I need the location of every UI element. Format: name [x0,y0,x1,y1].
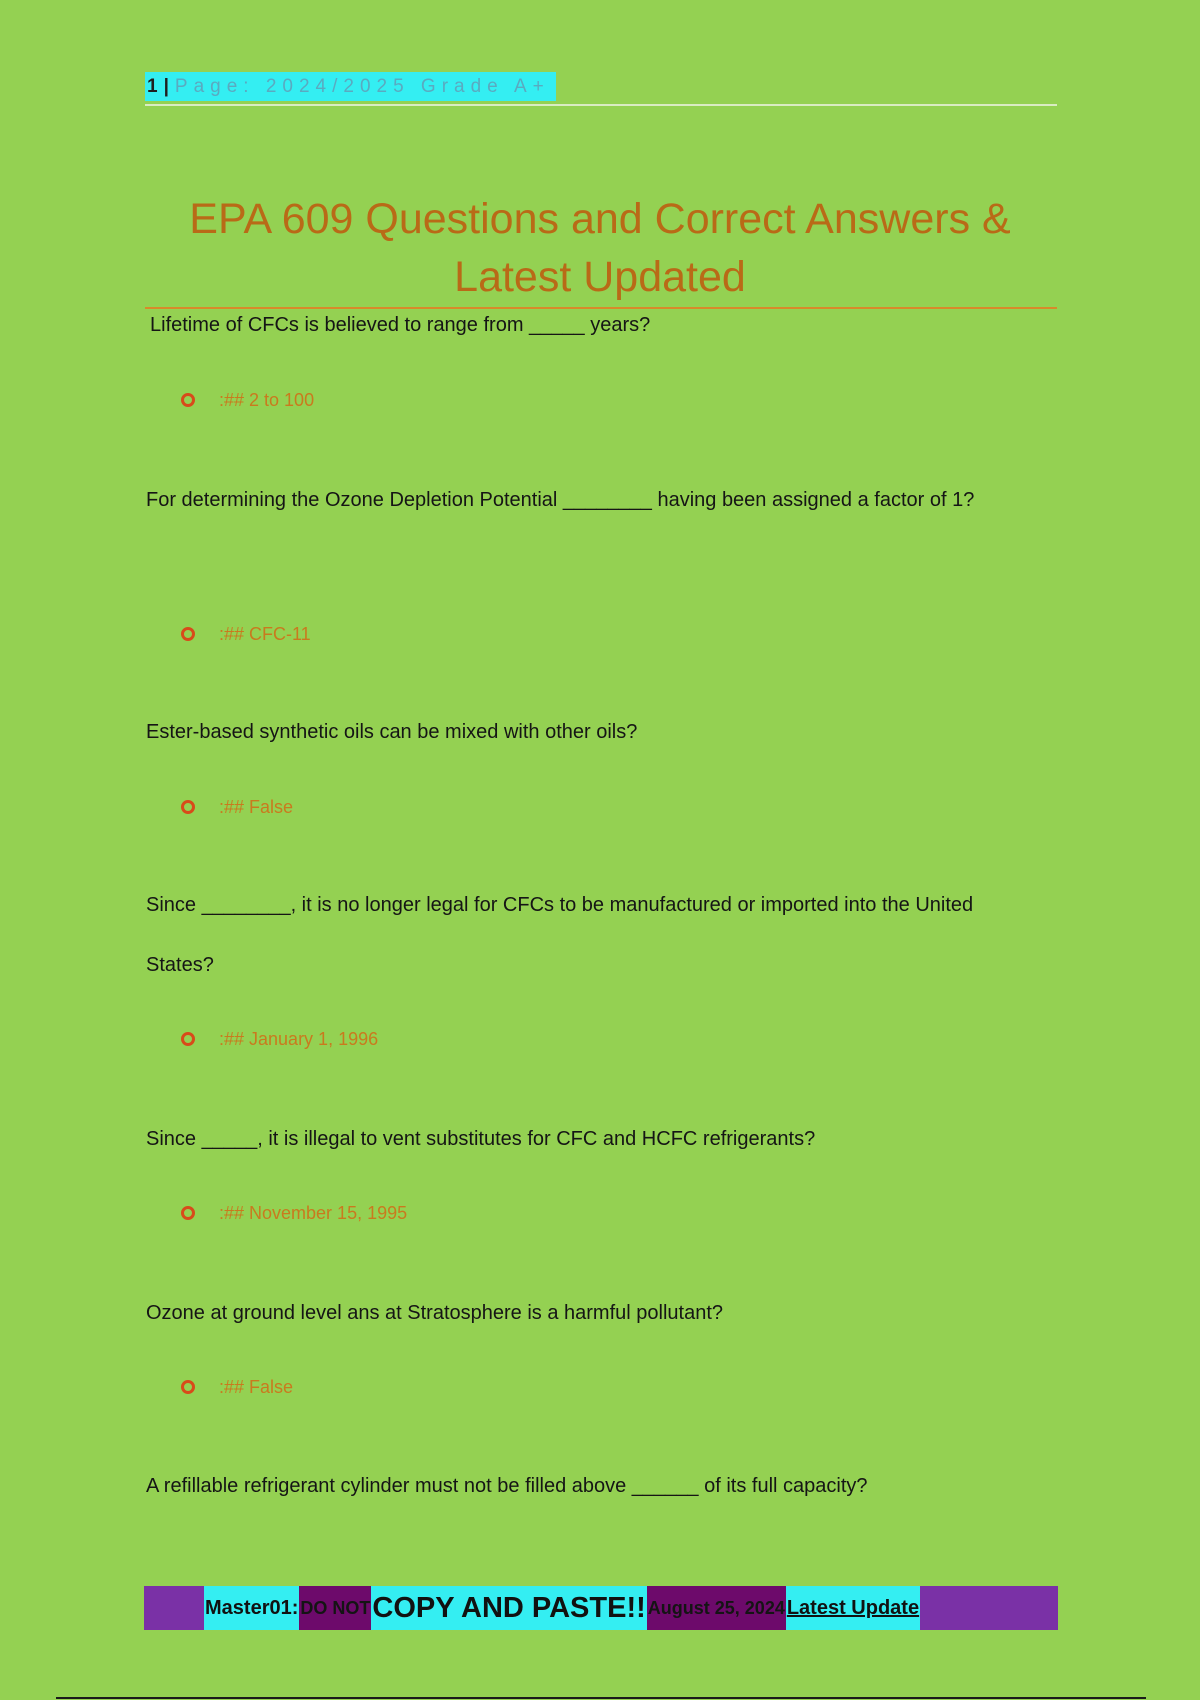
answer-item [181,619,311,649]
answer-item [181,385,314,415]
bullet-circle-icon [181,1380,195,1394]
footer-copy-paste-warning: COPY AND PASTE!! [371,1586,646,1630]
title-line-1: EPA 609 Questions and Correct Answers & [189,195,1011,243]
question-text: Ozone at ground level ans at Stratosphere is a harmful pollutant? [146,1302,724,1324]
answer-item [181,1024,378,1054]
page-bottom-rule [56,1697,1146,1699]
bullet-circle-icon [181,1032,195,1046]
answer-item [181,1198,407,1228]
question-text: Since ________, it is no longer legal for CFCs to be manufactured or imported into the United States? [146,894,974,976]
answer-text: :## CFC-11 [219,623,311,644]
answer-text: :## 2 to 100 [219,389,315,410]
footer-master-label: Master01: [204,1586,299,1630]
title-line-2: Latest Updated [454,253,746,301]
footer-banner-text [204,1586,920,1630]
answer-text: :## November 15, 1995 [219,1202,408,1223]
footer-do-not: DO NOT [299,1586,371,1630]
bullet-circle-icon [181,800,195,814]
footer-date: August 25, 2024 [647,1586,786,1630]
question-text: For determining the Ozone Depletion Potential ________ having been assigned a factor of 1? [146,489,975,511]
question-text: Lifetime of CFCs is believed to range from _____ years? [150,314,651,336]
bullet-circle-icon [181,627,195,641]
question-text: Since _____, it is illegal to vent substitutes for CFC and HCFC refrigerants? [146,1128,816,1150]
bullet-circle-icon [181,393,195,407]
page-header-highlight [145,72,556,101]
page-number: 1 [147,75,160,97]
question-text: A refillable refrigerant cylinder must not be filled above ______ of its full capacity? [146,1475,868,1497]
footer-latest-update: Latest Update [786,1586,920,1630]
bullet-circle-icon [181,1206,195,1220]
answer-item [181,792,293,822]
page-header [145,70,1057,106]
answer-text: :## False [219,796,294,817]
answer-text: :## January 1, 1996 [219,1028,379,1049]
header-separator: | [163,75,169,97]
answer-item [181,1372,293,1402]
header-text: Page: 2024/2025 Grade A+ [174,75,550,97]
footer-banner [144,1586,1058,1630]
answer-text: :## False [219,1376,294,1397]
document-title [145,190,1055,306]
question-text: Ester-based synthetic oils can be mixed with other oils? [146,721,638,743]
